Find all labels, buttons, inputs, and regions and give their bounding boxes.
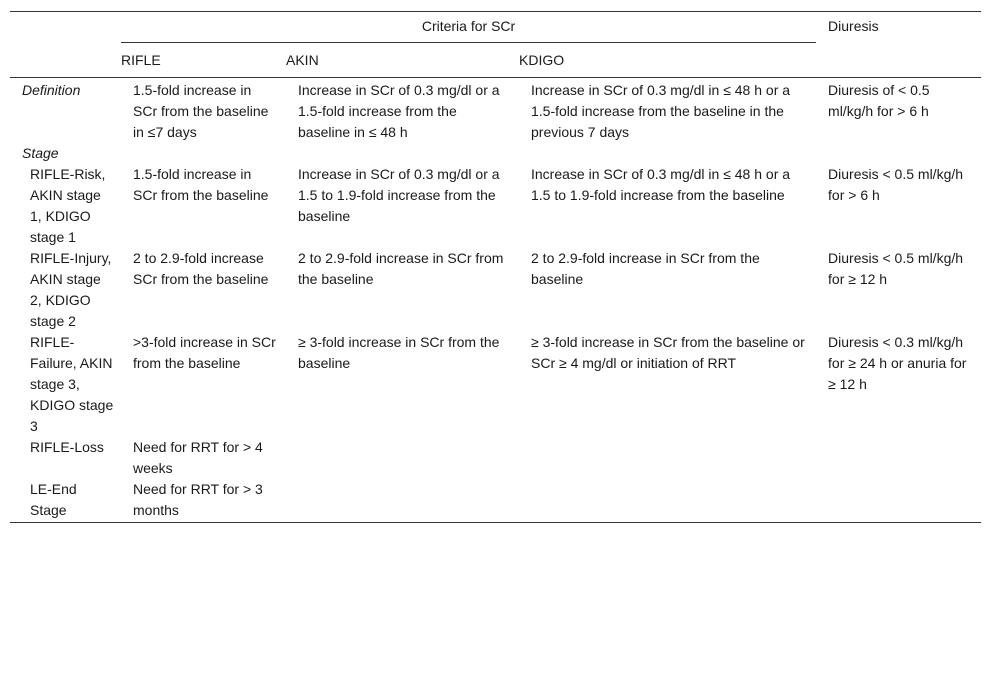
row-stage <box>10 143 981 164</box>
header-scr-criteria: Criteria for SCr <box>121 12 816 43</box>
row-label: RIFLE-Loss <box>30 439 104 455</box>
cell-akin: 2 to 2.9-fold increase in SCr from the baseline <box>298 250 504 287</box>
cell-diuresis: Diuresis < 0.5 ml/kg/h for ≥ 12 h <box>828 250 964 287</box>
row-label: RIFLE-Injury, AKIN stage 2, KDIGO stage 2 <box>30 250 112 329</box>
cell-kdigo: 2 to 2.9-fold increase in SCr from the baseline <box>531 250 760 287</box>
header-row-group <box>10 12 981 43</box>
row-definition <box>10 78 981 144</box>
cell-kdigo: ≥ 3-fold increase in SCr from the baseline or SCr ≥ 4 mg/dl or initiation of RRT <box>531 334 805 371</box>
cell-rifle: 1.5-fold increase in SCr from the baseline in ≤7 days <box>133 82 269 140</box>
header-akin: AKIN <box>286 52 319 68</box>
header-empty <box>10 12 121 78</box>
row-stage-2 <box>10 248 981 332</box>
cell-diuresis: Diuresis of < 0.5 ml/kg/h for > 6 h <box>828 82 930 119</box>
cell-diuresis <box>816 479 981 523</box>
cell-rifle: 2 to 2.9-fold increase SCr from the baseline <box>133 250 269 287</box>
row-label: Stage <box>22 145 59 161</box>
cell-kdigo <box>519 479 816 523</box>
cell-kdigo <box>519 437 816 479</box>
cell-rifle: 1.5-fold increase in SCr from the baseline <box>133 166 269 203</box>
cell-akin: ≥ 3-fold increase in SCr from the baseline <box>298 334 500 371</box>
row-label: Definition <box>22 82 81 98</box>
cell-rifle: Need for RRT for > 4 weeks <box>133 439 263 476</box>
header-rifle: RIFLE <box>121 52 161 68</box>
cell-diuresis: Diuresis < 0.5 ml/kg/h for > 6 h <box>828 166 964 203</box>
cell-rifle <box>121 143 286 164</box>
cell-akin: Increase in SCr of 0.3 mg/dl or a 1.5 to 1.9-fold increase from the baseline <box>298 166 500 224</box>
row-loss <box>10 437 981 479</box>
cell-akin <box>286 143 519 164</box>
cell-diuresis: Diuresis < 0.3 ml/kg/h for ≥ 24 h or anuria for ≥ 12 h <box>828 334 967 392</box>
header-kdigo: KDIGO <box>519 52 565 68</box>
cell-kdigo <box>519 143 816 164</box>
cell-kdigo: Increase in SCr of 0.3 mg/dl in ≤ 48 h or a 1.5 to 1.9-fold increase from the baseline <box>531 166 791 203</box>
cell-akin <box>286 479 519 523</box>
row-stage-3 <box>10 332 981 437</box>
cell-diuresis <box>816 143 981 164</box>
criteria-table <box>10 11 981 523</box>
row-label: RIFLE-Failure, AKIN stage 3, KDIGO stage 3 <box>30 334 114 434</box>
row-stage-1 <box>10 164 981 248</box>
cell-rifle: Need for RRT for > 3 months <box>133 481 263 518</box>
cell-diuresis <box>816 437 981 479</box>
cell-akin <box>286 437 519 479</box>
cell-akin: Increase in SCr of 0.3 mg/dl or a 1.5-fold increase from the baseline in ≤ 48 h <box>298 82 500 140</box>
cell-kdigo: Increase in SCr of 0.3 mg/dl in ≤ 48 h or a 1.5-fold increase from the baseline in the previous 7 days <box>531 82 791 140</box>
row-label: LE-End Stage <box>30 481 77 518</box>
row-label: RIFLE-Risk, AKIN stage 1, KDIGO stage 1 <box>30 166 106 245</box>
row-end-stage <box>10 479 981 523</box>
cell-rifle: >3-fold increase in SCr from the baseline <box>133 334 276 371</box>
header-diuresis: Diuresis <box>828 18 879 34</box>
